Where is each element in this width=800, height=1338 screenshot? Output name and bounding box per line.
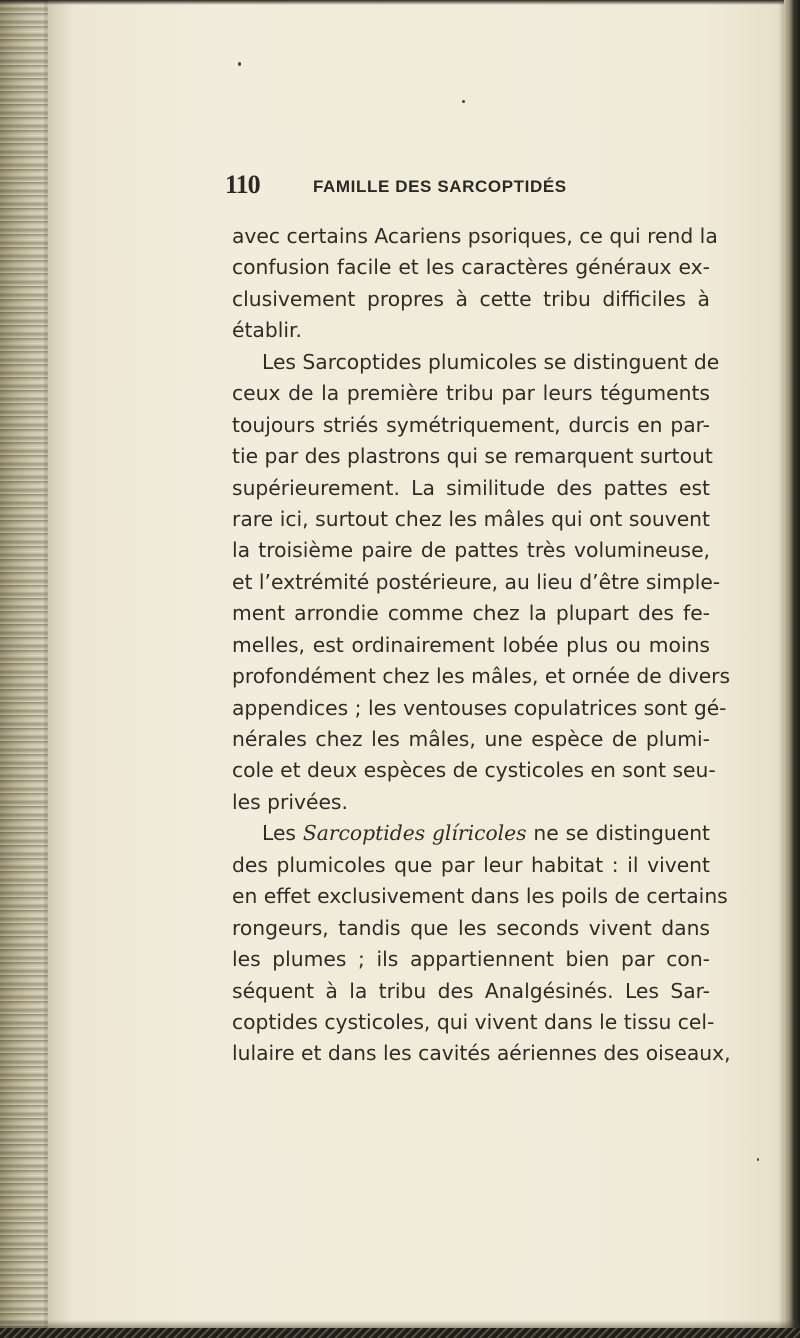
- page-edge-bottom: [0, 1328, 800, 1338]
- text-line: toujours striés symétriquement, durcis en par-: [232, 412, 710, 437]
- text-line: des plumicoles que par leur habitat : il vivent: [232, 852, 710, 877]
- text-segment: ne se distinguent: [526, 821, 711, 846]
- ink-speck: [757, 1158, 759, 1161]
- text-line: melles, est ordinairement lobée plus ou moins: [232, 632, 710, 657]
- text-line: clusivement propres à cette tribu difficiles à: [232, 286, 710, 311]
- page-edge-right: [784, 0, 800, 1338]
- page-gutter-left: [0, 0, 48, 1338]
- text-line: en effet exclusivement dans les poils de certains: [232, 884, 728, 909]
- text-line: la troisième paire de pattes très volumineuse,: [232, 538, 710, 563]
- body-text: [232, 221, 731, 1070]
- text-line: rongeurs, tandis que les seconds vivent dans: [232, 915, 710, 940]
- text-line: établir.: [232, 318, 302, 343]
- text-line: supérieurement. La similitude des pattes est: [232, 475, 710, 500]
- text-segment: Les: [262, 821, 303, 846]
- page-edge-bottom-shadow: [0, 1320, 800, 1328]
- text-line-with-italic: [232, 818, 710, 849]
- text-line: les plumes ; ils appartiennent bien par con-: [232, 947, 710, 972]
- text-line: rare ici, surtout chez les mâles qui ont souvent: [232, 506, 710, 531]
- text-line: ceux de la première tribu par leurs téguments: [232, 381, 710, 406]
- text-line: avec certains Acariens psoriques, ce qui rend la: [232, 224, 718, 248]
- running-head: FAMILLE DES SARCOPTIDÉS: [313, 177, 567, 196]
- ink-speck: [238, 62, 241, 66]
- text-line: appendices ; les ventouses copulatrices sont gé-: [232, 695, 727, 720]
- text-line: ment arrondie comme chez la plupart des fe-: [232, 601, 710, 626]
- text-line: séquent à la tribu des Analgésinés. Les Sar-: [232, 978, 710, 1003]
- italic-term: Sarcoptides glíricoles: [302, 821, 527, 846]
- text-line: les privées.: [232, 789, 348, 814]
- text-line: confusion facile et les caractères généraux ex-: [232, 255, 710, 280]
- gutter-shadow: [44, 0, 74, 1338]
- text-line: nérales chez les mâles, une espèce de plumi-: [232, 727, 710, 751]
- text-line: tie par des plastrons qui se remarquent surtout: [232, 444, 713, 469]
- text-line: coptides cysticoles, qui vivent dans le tissu cel-: [232, 1009, 715, 1034]
- page-edge-top: [0, 0, 800, 5]
- text-line: et l’extrémité postérieure, au lieu d’être simple-: [232, 569, 721, 594]
- text-line: cole et deux espèces de cysticoles en sont seu-: [232, 758, 716, 783]
- page-number: 110: [225, 170, 260, 199]
- text-line: profondément chez les mâles, et ornée de divers: [232, 664, 731, 689]
- ink-speck: [462, 100, 465, 103]
- text-line: Les Sarcoptides plumicoles se distinguent de: [262, 349, 720, 374]
- page-header: [225, 170, 745, 206]
- text-line: lulaire et dans les cavités aériennes des oiseaux,: [232, 1041, 731, 1066]
